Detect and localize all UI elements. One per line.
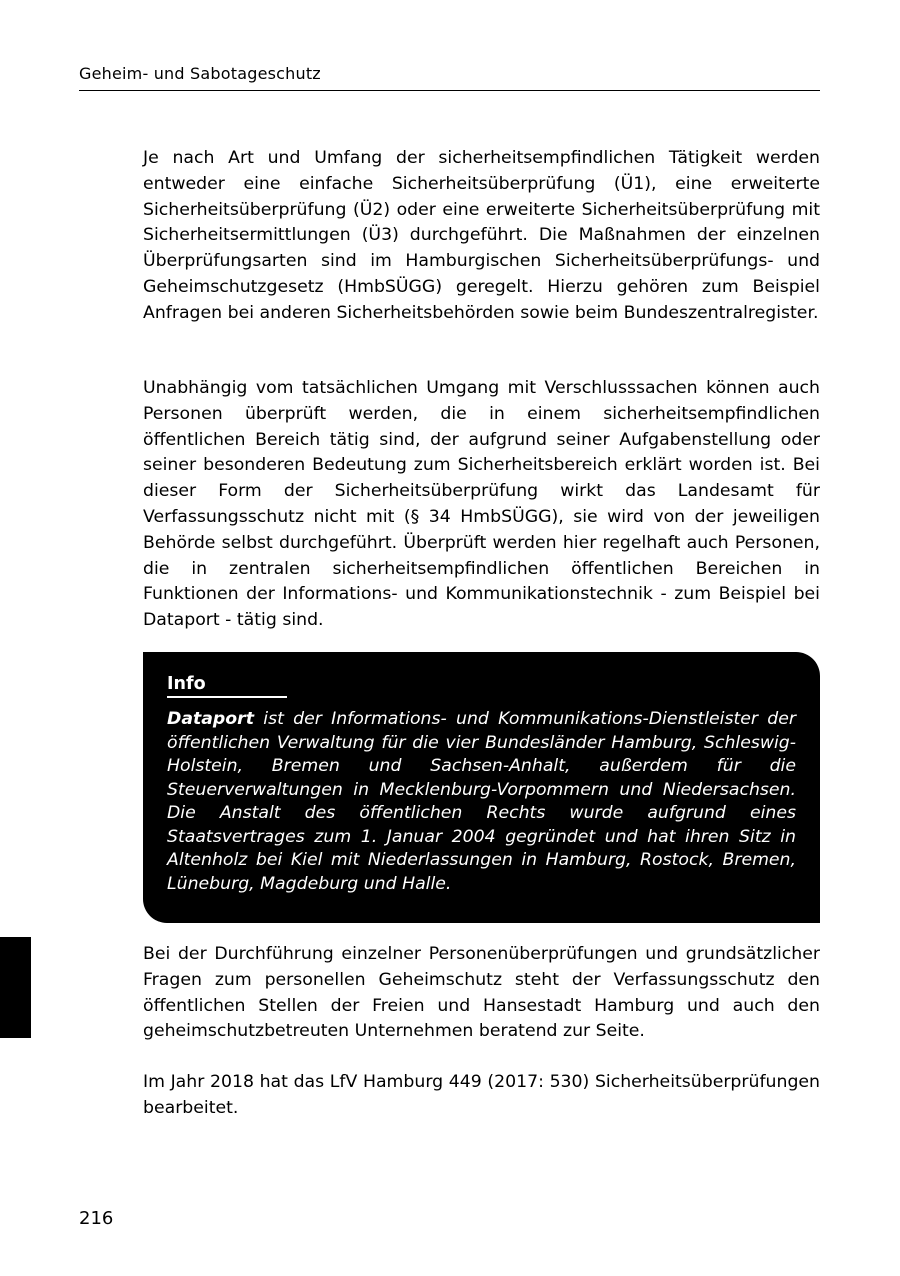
info-box-body: ist der Informations- und Kommunikations-Dienstleister der öffentlichen Verwaltung für die vier Bundesländer Hamburg, Schleswig-Holstein, Bremen und Sachsen-Anhalt, außerdem für die Steuerverwaltungen in Mecklenburg-Vorpommern und Niedersachsen. Die Anstalt des öffentlichen Rechts wurde aufgrund eines Staatsvertrages zum 1. Januar 2004 gegründet und hat ihren Sitz in Altenholz bei Kiel mit Niederlassungen in Hamburg, Rostock, Bremen, Lüneburg, Magdeburg und Halle. [167,709,796,894]
running-header: Geheim- und Sabotageschutz [79,64,820,91]
info-box-title: Info [167,672,287,698]
paragraph-oeffentliche-bereiche: Unabhängig vom tatsächlichen Umgang mit Verschlusssachen können auch Personen überprüft werden, die in einem sicherheitsempfindlichen öffentlichen Bereich tätig sind, der aufgrund seiner Aufgabenstellung oder seiner besonderen Bedeutung zum Sicherheitsbereich erklärt worden ist. Bei dieser Form der Sicherheitsüberprüfung wirkt das Landesamt für Verfassungsschutz nicht mit (§ 34 HmbSÜGG), sie wird von der jeweiligen Behörde selbst durchgeführt. Überprüft werden hier regelhaft auch Personen, die in zentralen sicherheitsempfindlichen öffentlichen Bereichen in Funktionen der Informations- und Kommunikationstechnik - zum Beispiel bei Dataport - tätig sind. [143,378,820,631]
info-box-lead: Dataport [167,709,254,729]
info-box [143,652,820,923]
info-box-text [167,708,796,896]
paragraph-beratung: Bei der Durchführung einzelner Personenüberprüfungen und grundsätzlicher Fragen zum personellen Geheimschutz steht der Verfassungsschutz den öffentlichen Stellen der Freien und Hansestadt Hamburg und auch den geheimschutzbetreuten Unternehmen beratend zur Seite. [143,944,820,1042]
chapter-thumb-tab [0,937,31,1038]
paragraph-statistik: Im Jahr 2018 hat das LfV Hamburg 449 (2017: 530) Sicherheitsüberprüfungen bearbeitet. [143,1072,820,1118]
page-number: 216 [79,1208,114,1229]
paragraph-pruefungsarten: Je nach Art und Umfang der sicherheitsempfindlichen Tätigkeit werden entweder eine einfache Sicherheitsüberprüfung (Ü1), eine erweiterte Sicherheitsüberprüfung (Ü2) oder eine erweiterte Sicherheitsüberprüfung mit Sicherheitsermittlungen (Ü3) durchgeführt. Die Maßnahmen der einzelnen Überprüfungsarten sind im Hamburgischen Sicherheitsüberprüfungs- und Geheimschutzgesetz (HmbSÜGG) geregelt. Hierzu gehören zum Beispiel Anfragen bei anderen Sicherheitsbehörden sowie beim Bundeszentralregister. [143,148,820,323]
